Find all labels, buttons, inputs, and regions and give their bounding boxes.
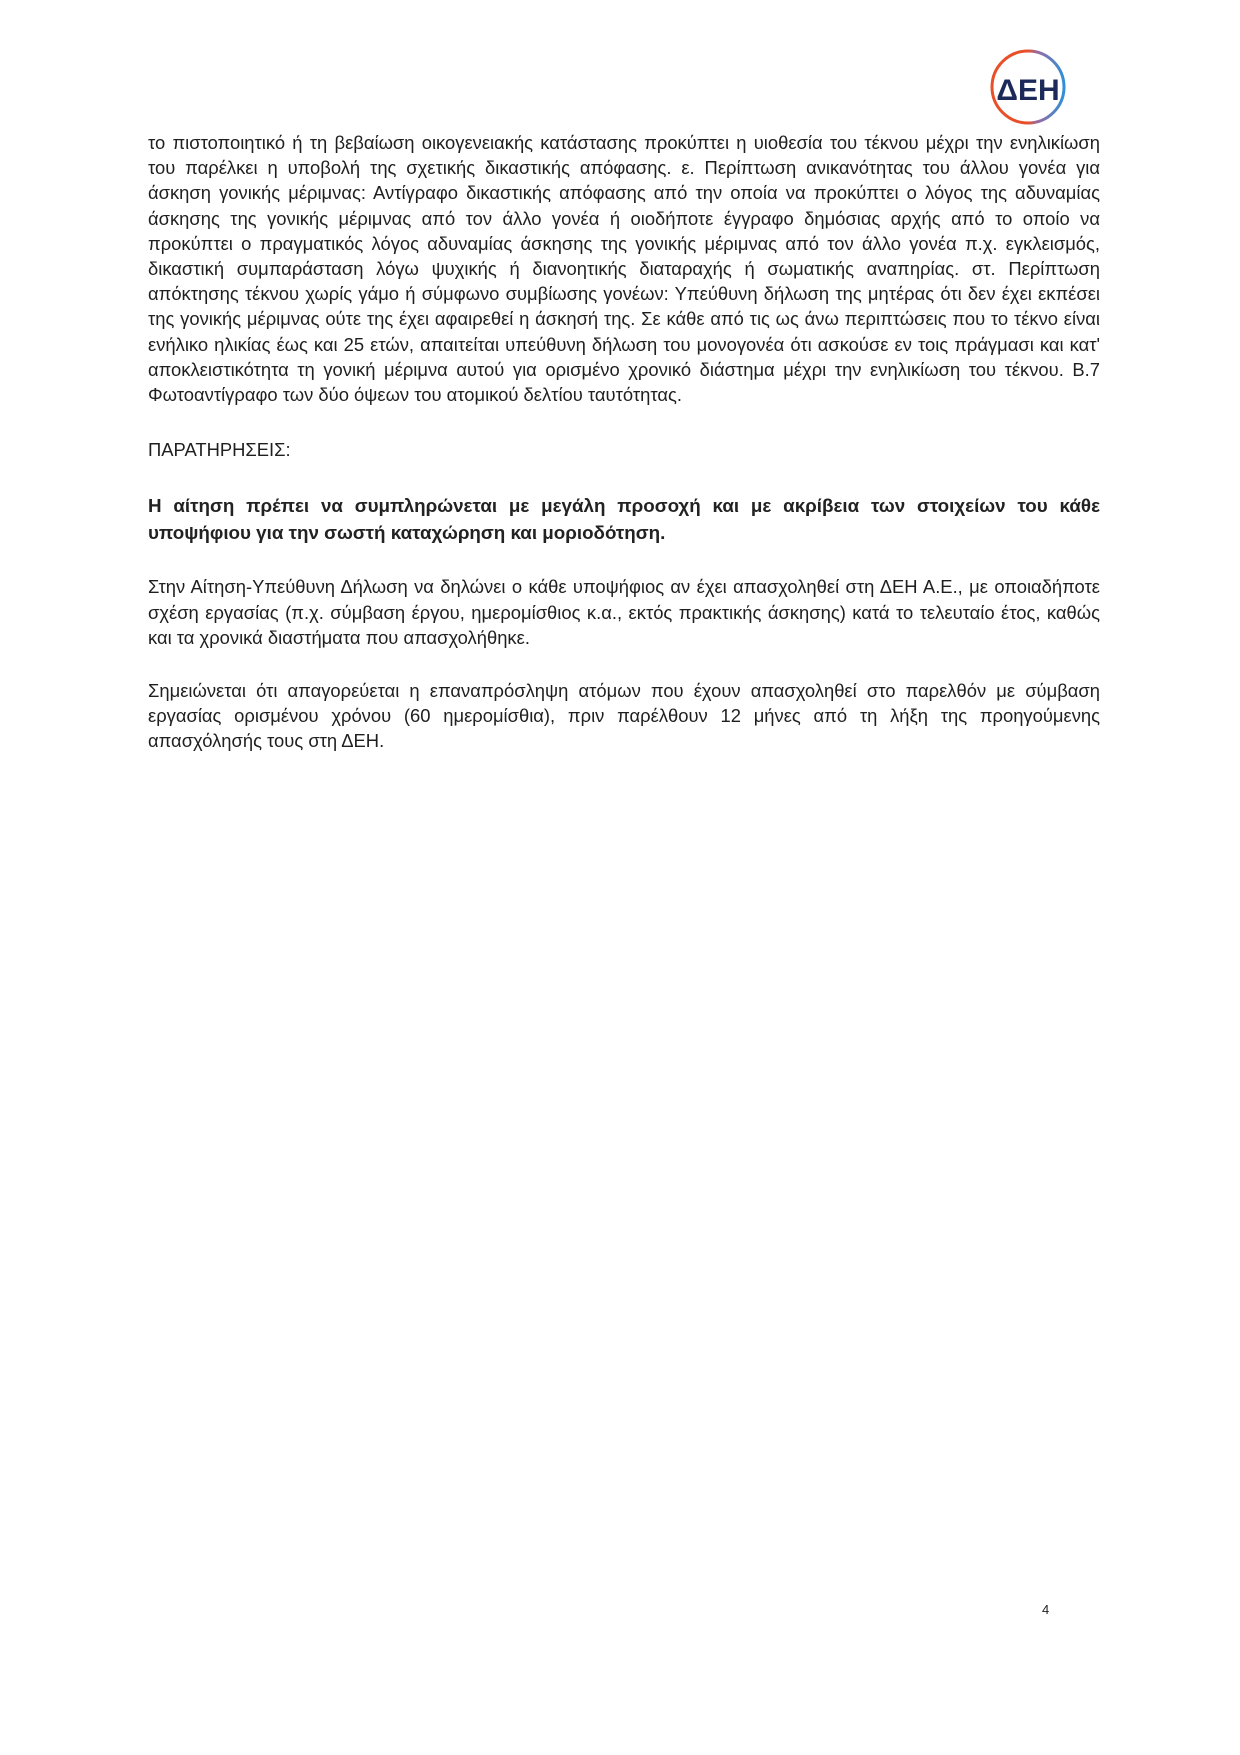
notes-employment-paragraph: Στην Αίτηση-Υπεύθυνη Δήλωση να δηλώνει ο κάθε υποψήφιος αν έχει απασχοληθεί στη ΔΕΗ Α.Ε., με οποιαδήποτε σχέση εργασίας (π.χ. σύμβαση έργου, ημερομίσθιος κ.α., εκτός πρακτικής άσκησης) κατά το τελευταίο έτος, καθώς και τα χρονικά διαστήματα που απασχολήθηκε.	[148, 576, 1100, 648]
notes-rehire-paragraph: Σημειώνεται ότι απαγορεύεται η επαναπρόσληψη ατόμων που έχουν απασχοληθεί στο παρελθόν με σύμβαση εργασίας ορισμένου χρόνου (60 ημερομίσθια), πριν παρέλθουν 12 μήνες από τη λήξη της προηγούμενης απασχόλησής τους στη ΔΕΗ.	[148, 680, 1100, 752]
deh-logo	[978, 45, 1098, 133]
notes-bold-warning: Η αίτηση πρέπει να συμπληρώνεται με μεγάλη προσοχή και με ακρίβεια των στοιχείων του κάθε υποψήφιου για την σωστή καταχώρηση και μοριοδότηση.	[148, 495, 1100, 544]
document-body	[148, 130, 1100, 754]
deh-logo-text: ΔΕΗ	[996, 74, 1060, 107]
body-paragraph-requirements: το πιστοποιητικό ή τη βεβαίωση οικογενειακής κατάστασης προκύπτει η υιοθεσία του τέκνου μέχρι την ενηλικίωση του παρέλκει η υποβολή της σχετικής δικαστικής απόφασης. ε. Περίπτωση ανικανότητας του άλλου γονέα για άσκηση γονικής μέριμνας: Αντίγραφο δικαστικής απόφασης από την οποία να προκύπτει ο λόγος της αδυναμίας άσκησης της γονικής μέριμνας από τον άλλο γονέα ή οιοδήποτε έγγραφο δημόσιας αρχής από το οποίο να προκύπτει ο πραγματικός λόγος αδυναμίας άσκησης της γονικής μέριμνας από τον άλλο γονέα π.χ. εγκλεισμός, δικαστική συμπαράσταση λόγω ψυχικής ή διανοητικής διαταραχής ή σωματικής αναπηρίας. στ. Περίπτωση απόκτησης τέκνου χωρίς γάμο ή σύμφωνο συμβίωσης γονέων: Υπεύθυνη δήλωση της μητέρας ότι δεν έχει εκπέσει της γονικής μέριμνας ούτε της έχει αφαιρεθεί η άσκησή της. Σε κάθε από τις ως άνω περιπτώσεις που το τέκνο είναι ενήλικο ηλικίας έως και 25 ετών, απαιτείται υπεύθυνη δήλωση του μονογονέα ότι ασκούσε εν τοις πράγμασι και κατ' αποκλειστικότητα τη γονική μέριμνα αυτού για ορισμένο χρονικό διάστημα μέχρι την ενηλικίωση του τέκνου. Β.7 Φωτοαντίγραφο των δύο όψεων του ατομικού δελτίου ταυτότητας.	[148, 132, 1100, 406]
notes-heading: ΠΑΡΑΤΗΡΗΣΕΙΣ:	[148, 439, 291, 461]
page-number: 4	[1042, 1602, 1050, 1617]
deh-logo-icon	[978, 45, 1098, 133]
